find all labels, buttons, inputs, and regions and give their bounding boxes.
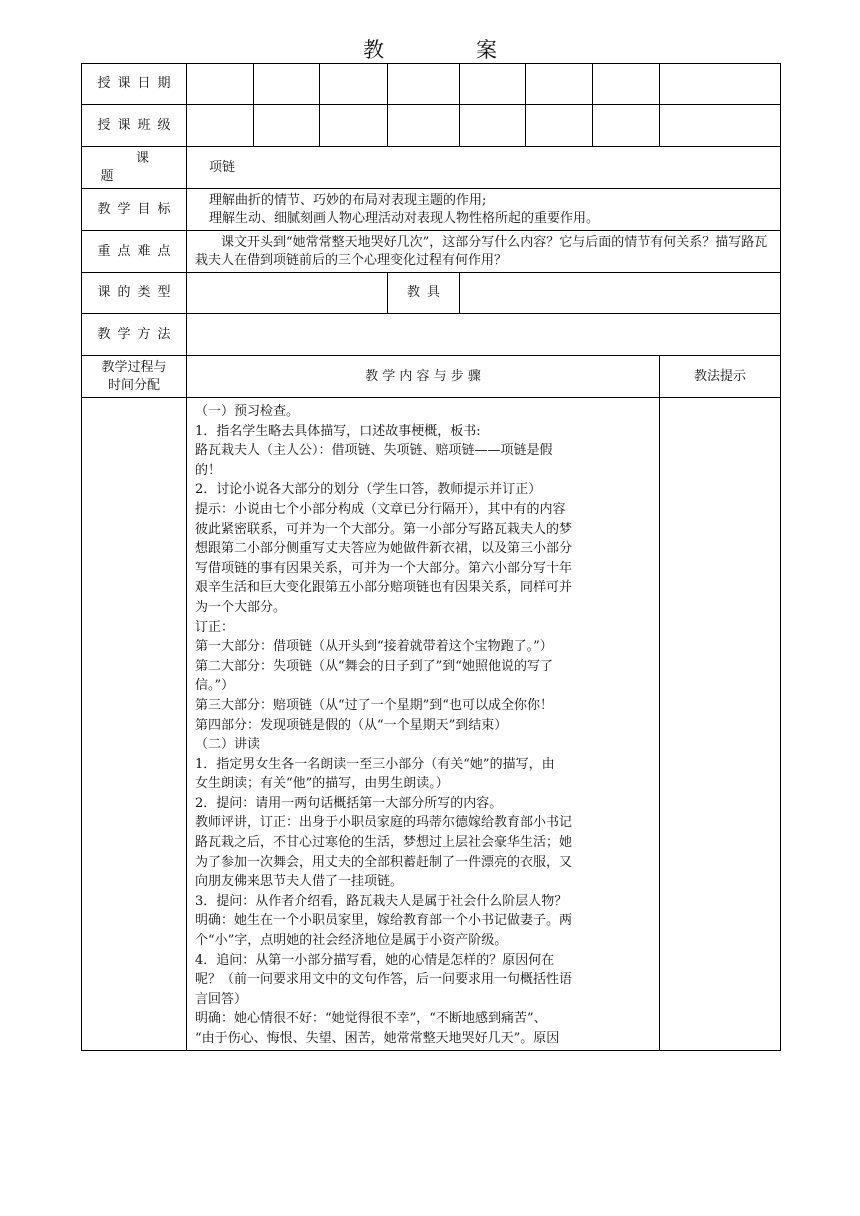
class-cell-7[interactable] (593, 105, 660, 147)
content-line: 路瓦栽夫人（主人公）：借项链、失项链、赔项链——项链是假 (195, 443, 553, 459)
class-cell-2[interactable] (254, 105, 320, 147)
goal-line-2: 理解生动、细腻刻画人物心理活动对表现人物性格所起的重要作用。 (209, 210, 600, 226)
content-line: 呢？（前一问要求用文中的文句作答，后一问要求用一句概括性语 (195, 972, 573, 988)
content-line: （二）讲读 (195, 737, 261, 753)
content-line: 彼此紧密联系，可并为一个大部分。第一小部分写路瓦栽夫人的梦 (195, 521, 573, 537)
topic-label: 课题 (82, 147, 187, 189)
process-time-cell[interactable] (82, 398, 187, 1051)
content-line: 第三大部分：赔项链（从“过了一个星期”到“也可以成全你你！ (195, 697, 553, 713)
content-line: （一）预习检查。 (195, 404, 300, 419)
date-cell-1[interactable] (187, 64, 254, 105)
content-line: 提示：小说由七个小部分构成（文章已分行隔开），其中有的内容 (195, 501, 566, 517)
content-line: 明确：她心情很不好：“她觉得很不幸”，“不断地感到痛苦”、 (195, 1011, 547, 1027)
class-cell-1[interactable] (187, 105, 254, 147)
tools-value[interactable] (460, 273, 781, 314)
content-line: 4．追问：从第一小部分描写看，她的心情是怎样的？原因何在 (195, 952, 555, 968)
content-line: 第一大部分：借项链（从开头到“接着就带着这个宝物跑了。”） (195, 639, 553, 655)
row-process-header (82, 356, 781, 398)
hint-cell[interactable] (660, 398, 781, 1051)
content-line: 想跟第二小部分侧重写丈夫答应为她做件新衣裙，以及第三小部分 (195, 541, 573, 557)
process-label-line-2: 时间分配 (107, 377, 160, 393)
date-cell-5[interactable] (460, 64, 526, 105)
date-cell-7[interactable] (593, 64, 660, 105)
class-label: 授课班级 (82, 105, 187, 147)
content-line: 2．提问：请用一两句话概括第一大部分所写的内容。 (195, 795, 503, 811)
content-line: 艰辛生活和巨大变化跟第五小部分赔项链也有因果关系，同样可并 (195, 580, 573, 596)
class-cell-4[interactable] (388, 105, 460, 147)
row-topic (82, 147, 781, 189)
content-line: 订正： (195, 619, 235, 635)
content-line: 1．指定男女生各一名朗读一至三小部分（有关“她”的描写，由 (195, 756, 555, 772)
content-line: 路瓦栽之后，不甘心过寒伧的生活，梦想过上层社会豪华生活；她 (195, 835, 573, 851)
date-cell-3[interactable] (320, 64, 388, 105)
content-line: 3．提问：从作者介绍看，路瓦栽夫人是属于社会什么阶层人物？ (195, 893, 568, 909)
content-line: 2．讨论小说各大部分的划分（学生口答，教师提示并订正） (195, 482, 542, 498)
row-date (82, 64, 781, 105)
content-line: 第四部分：发现项链是假的（从“一个星期天”到结束） (195, 717, 508, 733)
row-type-tools (82, 273, 781, 314)
date-cell-4[interactable] (388, 64, 460, 105)
content-line: 为一个大部分。 (195, 599, 287, 615)
type-label: 课的类型 (82, 273, 187, 314)
type-value[interactable] (187, 273, 388, 314)
key-label: 重点难点 (82, 231, 187, 273)
class-cell-3[interactable] (320, 105, 388, 147)
content-line: “由于伤心、悔恨、失望、困苦，她常常整天地哭好几天”。原因 (195, 1031, 560, 1046)
content-line: 个“小”字，点明她的社会经济地位是属于小资产阶级。 (195, 933, 508, 949)
method-label: 教学方法 (82, 314, 187, 356)
process-label-line-1: 教学过程与 (101, 359, 167, 375)
content-line: 第二大部分：失项链（从“舞会的日子到了”到“她照他说的写了 (195, 658, 553, 674)
content-line: 的！ (195, 462, 222, 478)
content-line: 教师评讲，订正：出身于小职员家庭的玛蒂尔德嫁给教育部小书记 (195, 815, 573, 831)
content-line: 为了参加一次舞会，用丈夫的全部积蓄赶制了一件漂亮的衣服，又 (195, 854, 573, 870)
row-goal (82, 189, 781, 231)
process-label (82, 356, 187, 398)
content-line: 言回答） (195, 991, 248, 1007)
row-method (82, 314, 781, 356)
row-class (82, 105, 781, 147)
page-title: 教案 (363, 38, 589, 62)
goal-label: 教学目标 (82, 189, 187, 231)
row-key-points (82, 231, 781, 273)
class-cell-8[interactable] (660, 105, 781, 147)
lesson-plan-table (81, 63, 781, 1051)
content-line: 写借项链的事有因果关系，可并为一个大部分。第六小部分写十年 (195, 560, 573, 576)
key-text: 课文开头到“她常常整天地哭好几次”，这部分写什么内容？它与后面的情节有何关系？描写路瓦栽夫人在借到项链前后的三个心理变化过程有何作用？ (187, 231, 781, 273)
lesson-content (187, 398, 660, 1051)
class-cell-6[interactable] (526, 105, 593, 147)
content-line: 向朋友佛来思节夫人借了一挂项链。 (195, 874, 404, 890)
date-label: 授课日期 (82, 64, 187, 105)
content-line: 明确：她生在一个小职员家里，嫁给教育部一个小书记做妻子。两 (195, 913, 573, 929)
content-line: 女生朗读；有关“他”的描写，由男生朗读。） (195, 776, 449, 792)
date-cell-6[interactable] (526, 64, 593, 105)
class-cell-5[interactable] (460, 105, 526, 147)
goal-text (187, 189, 781, 231)
tools-label: 教具 (388, 273, 460, 314)
content-lines (195, 402, 655, 1049)
content-header: 教 学 内 容 与 步 骤 (187, 356, 660, 398)
content-line: 信。”） (195, 678, 235, 694)
row-content (82, 398, 781, 1051)
content-line: 1．指名学生略去具体描写，口述故事梗概，板书: (195, 423, 481, 439)
date-cell-2[interactable] (254, 64, 320, 105)
hint-header: 教法提示 (660, 356, 781, 398)
topic-value: 项链 (187, 147, 781, 189)
method-value[interactable] (187, 314, 781, 356)
goal-line-1: 理解曲折的情节、巧妙的布局对表现主题的作用; (209, 192, 487, 208)
date-cell-8[interactable] (660, 64, 781, 105)
